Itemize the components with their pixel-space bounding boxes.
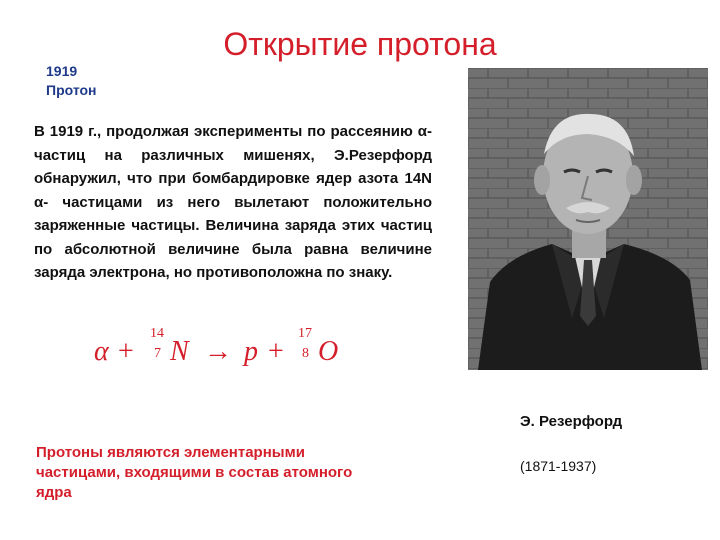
nuclear-reaction-formula (94, 322, 354, 368)
subtitle-label: Протон (46, 82, 97, 98)
year-block (46, 62, 97, 100)
year-label: 1919 (46, 63, 78, 79)
formula-plus-2: + (268, 336, 284, 367)
portrait-image (468, 68, 708, 370)
formula-o-symbol: O (318, 336, 339, 367)
formula-o-mass: 17 (298, 326, 312, 341)
portrait-caption-name: Э. Резерфорд (520, 413, 623, 430)
formula-n-symbol: N (170, 336, 189, 367)
proton-note: Протоны являются элементарными частицами, входящими в состав атомного ядра (36, 444, 353, 501)
formula-p: p (244, 336, 258, 367)
formula-arrow: → (204, 336, 232, 367)
main-paragraph: В 1919 г., продолжая эксперименты по рассеянию α-частиц на различных мишенях, Э.Резерфорд обнаружил, что при бомбардировке ядер азота 14N α- частицами из него вылетают положительно заряженные частицы. Величина заряда этих частиц по абсолютной величине была равна величине заряда электрона, но противоположна по знаку. (34, 123, 432, 281)
slide-title: Открытие протона (223, 26, 497, 62)
formula-n-mass: 14 (150, 326, 164, 341)
rutherford-portrait (468, 68, 708, 370)
formula-o-charge: 8 (302, 346, 309, 361)
formula-alpha: α (94, 336, 109, 367)
formula-n-charge: 7 (154, 346, 161, 361)
portrait-caption-years: (1871-1937) (520, 458, 597, 474)
formula-plus-1: + (118, 336, 134, 367)
